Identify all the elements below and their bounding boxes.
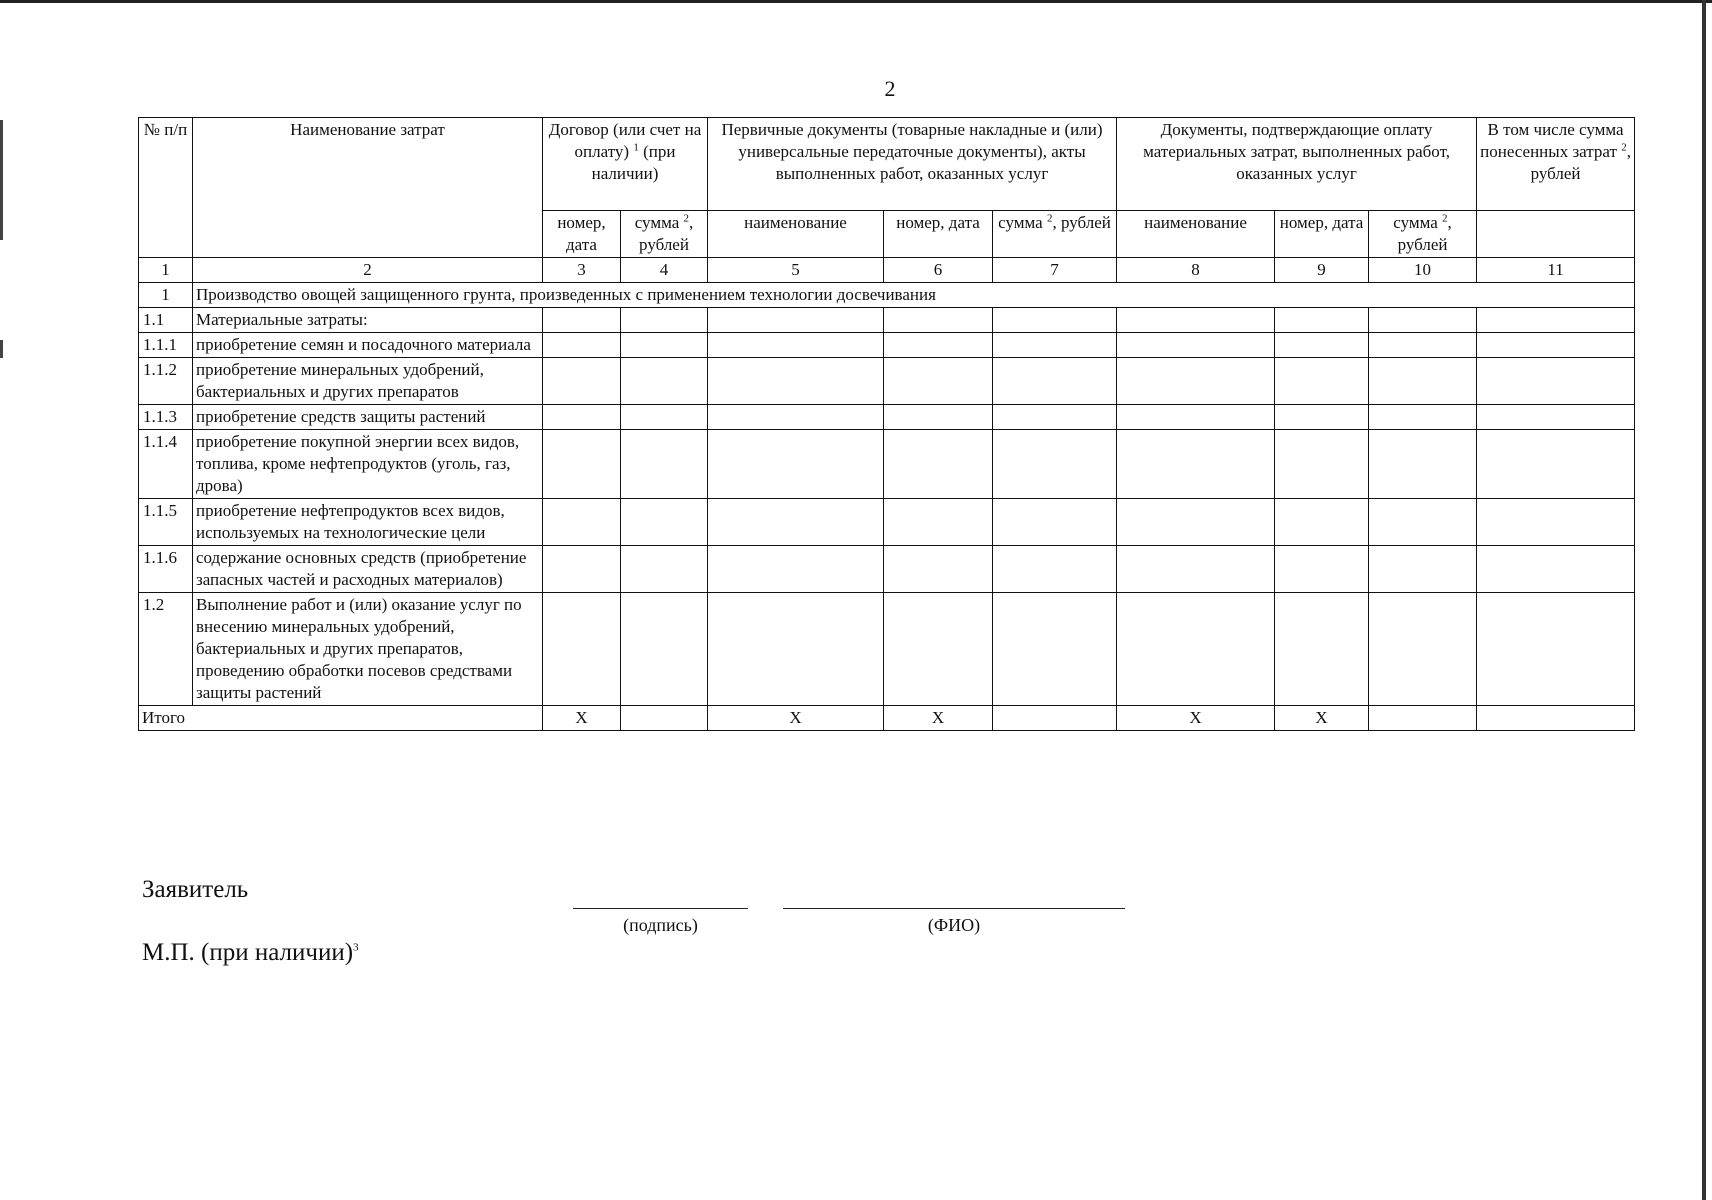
empty-cell[interactable] [621, 333, 708, 358]
empty-cell[interactable] [621, 546, 708, 593]
empty-cell[interactable] [708, 333, 884, 358]
scan-edge-mark [0, 340, 3, 358]
table-row [139, 593, 1635, 706]
table-row [139, 405, 1635, 430]
empty-cell[interactable] [1477, 405, 1635, 430]
table-row [139, 430, 1635, 499]
empty-cell[interactable] [1369, 358, 1477, 405]
empty-cell[interactable] [543, 593, 621, 706]
row-number: 1.1.2 [139, 358, 193, 405]
empty-cell[interactable] [708, 593, 884, 706]
row-name: приобретение семян и посадочного материала [193, 333, 543, 358]
empty-cell[interactable] [884, 593, 993, 706]
empty-cell[interactable] [884, 358, 993, 405]
subheader-contract-sum: сумма $^2$, рублей [621, 211, 708, 258]
row-name: Выполнение работ и (или) оказание услуг по внесению минеральных удобрений, бактериальных и других препаратов, проведению обработки посевов средствами защиты растений [193, 593, 543, 706]
empty-cell[interactable] [1477, 499, 1635, 546]
empty-cell[interactable] [1369, 546, 1477, 593]
empty-cell[interactable] [884, 430, 993, 499]
empty-cell[interactable] [708, 308, 884, 333]
row-number: 1.1 [139, 308, 193, 333]
column-number: 10 [1369, 258, 1477, 283]
empty-cell[interactable] [884, 405, 993, 430]
total-mark: X [884, 706, 993, 731]
column-number: 7 [993, 258, 1117, 283]
table-row [139, 358, 1635, 405]
empty-cell[interactable] [543, 546, 621, 593]
row-name: содержание основных средств (приобретение запасных частей и расходных материалов) [193, 546, 543, 593]
empty-cell[interactable] [1275, 333, 1369, 358]
row-name: приобретение покупной энергии всех видов, топлива, кроме нефтепродуктов (уголь, газ, дрова) [193, 430, 543, 499]
full-name-caption: (ФИО) [927, 915, 981, 935]
table-row [139, 308, 1635, 333]
row-name: Материальные затраты: [193, 308, 543, 333]
empty-cell[interactable] [993, 333, 1117, 358]
empty-cell[interactable] [543, 358, 621, 405]
row-number: 1.1.4 [139, 430, 193, 499]
empty-cell[interactable] [884, 499, 993, 546]
subheader-primary-number-date: номер, дата [884, 211, 993, 258]
empty-cell[interactable] [1477, 308, 1635, 333]
column-number: 5 [708, 258, 884, 283]
subheader-total-empty [1477, 211, 1635, 258]
row-name: приобретение минеральных удобрений, бактериальных и других препаратов [193, 358, 543, 405]
empty-cell[interactable] [1117, 405, 1275, 430]
empty-cell[interactable] [621, 706, 708, 731]
subheader-contract-number-date: номер, дата [543, 211, 621, 258]
empty-cell[interactable] [621, 430, 708, 499]
empty-cell[interactable] [1369, 333, 1477, 358]
empty-cell[interactable] [621, 499, 708, 546]
empty-cell[interactable] [1117, 308, 1275, 333]
row-number: 1.1.6 [139, 546, 193, 593]
page-number: 2 [884, 76, 896, 101]
table-row [139, 546, 1635, 593]
column-number: 6 [884, 258, 993, 283]
header-group-payment-docs: Документы, подтверждающие оплату материальных затрат, выполненных работ, оказанных услуг [1117, 118, 1477, 211]
column-number: 4 [621, 258, 708, 283]
empty-cell[interactable] [993, 430, 1117, 499]
section-title: Производство овощей защищенного грунта, произведенных с применением технологии досвечивания [193, 283, 1635, 308]
subheader-primary-name: наименование [708, 211, 884, 258]
empty-cell[interactable] [1117, 593, 1275, 706]
total-mark: X [708, 706, 884, 731]
subheader-payment-sum: сумма $^2$, рублей [1369, 211, 1477, 258]
empty-cell[interactable] [1117, 546, 1275, 593]
empty-cell[interactable] [543, 430, 621, 499]
section-number: 1 [139, 283, 193, 308]
signature-caption: (подпись) [623, 915, 698, 935]
page-right-border [1702, 0, 1706, 1200]
empty-cell[interactable] [1275, 430, 1369, 499]
empty-cell[interactable] [1117, 499, 1275, 546]
empty-cell[interactable] [708, 546, 884, 593]
empty-cell[interactable] [1477, 593, 1635, 706]
costs-table [138, 117, 1635, 731]
applicant-label: Заявитель [142, 876, 249, 903]
column-number: 11 [1477, 258, 1635, 283]
empty-cell[interactable] [621, 308, 708, 333]
header-col-name: Наименование затрат [193, 118, 543, 258]
empty-cell[interactable] [1275, 358, 1369, 405]
column-number: 3 [543, 258, 621, 283]
empty-cell[interactable] [1117, 430, 1275, 499]
empty-cell[interactable] [993, 308, 1117, 333]
scan-edge-mark [0, 120, 3, 240]
empty-cell[interactable] [708, 405, 884, 430]
empty-cell[interactable] [884, 308, 993, 333]
total-label: Итого [139, 706, 543, 731]
header-col-no: № п/п [139, 118, 193, 258]
empty-cell[interactable] [543, 333, 621, 358]
total-row [139, 706, 1635, 731]
empty-cell[interactable] [621, 593, 708, 706]
empty-cell[interactable] [1369, 308, 1477, 333]
row-number: 1.2 [139, 593, 193, 706]
empty-cell[interactable] [1117, 333, 1275, 358]
full-name-line[interactable] [783, 908, 1125, 909]
empty-cell[interactable] [884, 333, 993, 358]
empty-cell[interactable] [993, 358, 1117, 405]
empty-cell[interactable] [1369, 405, 1477, 430]
empty-cell[interactable] [1477, 333, 1635, 358]
row-name: приобретение средств защиты растений [193, 405, 543, 430]
column-number-row [139, 258, 1635, 283]
empty-cell[interactable] [621, 405, 708, 430]
empty-cell[interactable] [708, 499, 884, 546]
empty-cell[interactable] [1275, 499, 1369, 546]
column-number: 9 [1275, 258, 1369, 283]
row-name: приобретение нефтепродуктов всех видов, используемых на технологические цели [193, 499, 543, 546]
empty-cell[interactable] [1369, 430, 1477, 499]
empty-cell[interactable] [543, 308, 621, 333]
empty-cell[interactable] [708, 430, 884, 499]
header-group-contract: Договор (или счет на оплату) $^1$ (при наличии) [543, 118, 708, 211]
row-number: 1.1.1 [139, 333, 193, 358]
empty-cell[interactable] [1275, 593, 1369, 706]
empty-cell[interactable] [1477, 430, 1635, 499]
total-mark: X [1275, 706, 1369, 731]
empty-cell[interactable] [884, 546, 993, 593]
empty-cell[interactable] [1477, 358, 1635, 405]
row-number: 1.1.5 [139, 499, 193, 546]
signature-line[interactable] [573, 908, 748, 909]
total-mark: X [543, 706, 621, 731]
subheader-primary-sum: сумма $^2$, рублей [993, 211, 1117, 258]
empty-cell[interactable] [1369, 593, 1477, 706]
column-number: 8 [1117, 258, 1275, 283]
empty-cell[interactable] [708, 358, 884, 405]
header-row-groups [139, 118, 1635, 211]
empty-cell[interactable] [1477, 546, 1635, 593]
subheader-payment-name: наименование [1117, 211, 1275, 258]
empty-cell[interactable] [543, 405, 621, 430]
table-row [139, 333, 1635, 358]
total-mark: X [1117, 706, 1275, 731]
empty-cell[interactable] [993, 546, 1117, 593]
empty-cell[interactable] [993, 593, 1117, 706]
empty-cell[interactable] [993, 405, 1117, 430]
subheader-payment-number-date: номер, дата [1275, 211, 1369, 258]
column-number: 1 [139, 258, 193, 283]
empty-cell[interactable] [543, 499, 621, 546]
empty-cell[interactable] [993, 706, 1117, 731]
table-row [139, 499, 1635, 546]
column-number: 2 [193, 258, 543, 283]
empty-cell[interactable] [1117, 358, 1275, 405]
header-col-total: В том числе сумма понесенных затрат $^2$, рублей [1477, 118, 1635, 211]
header-group-primary-docs: Первичные документы (товарные накладные и (или) универсальные передаточные документы), акты выполненных работ, оказанных услуг [708, 118, 1117, 211]
empty-cell[interactable] [1369, 499, 1477, 546]
seal-note: М.П. (при наличии)$^3$ [142, 939, 359, 966]
empty-cell[interactable] [1275, 546, 1369, 593]
empty-cell[interactable] [1477, 706, 1635, 731]
section-row [139, 283, 1635, 308]
empty-cell[interactable] [1275, 308, 1369, 333]
empty-cell[interactable] [621, 358, 708, 405]
empty-cell[interactable] [1369, 706, 1477, 731]
empty-cell[interactable] [993, 499, 1117, 546]
row-number: 1.1.3 [139, 405, 193, 430]
empty-cell[interactable] [1275, 405, 1369, 430]
page-top-border [0, 0, 1712, 3]
